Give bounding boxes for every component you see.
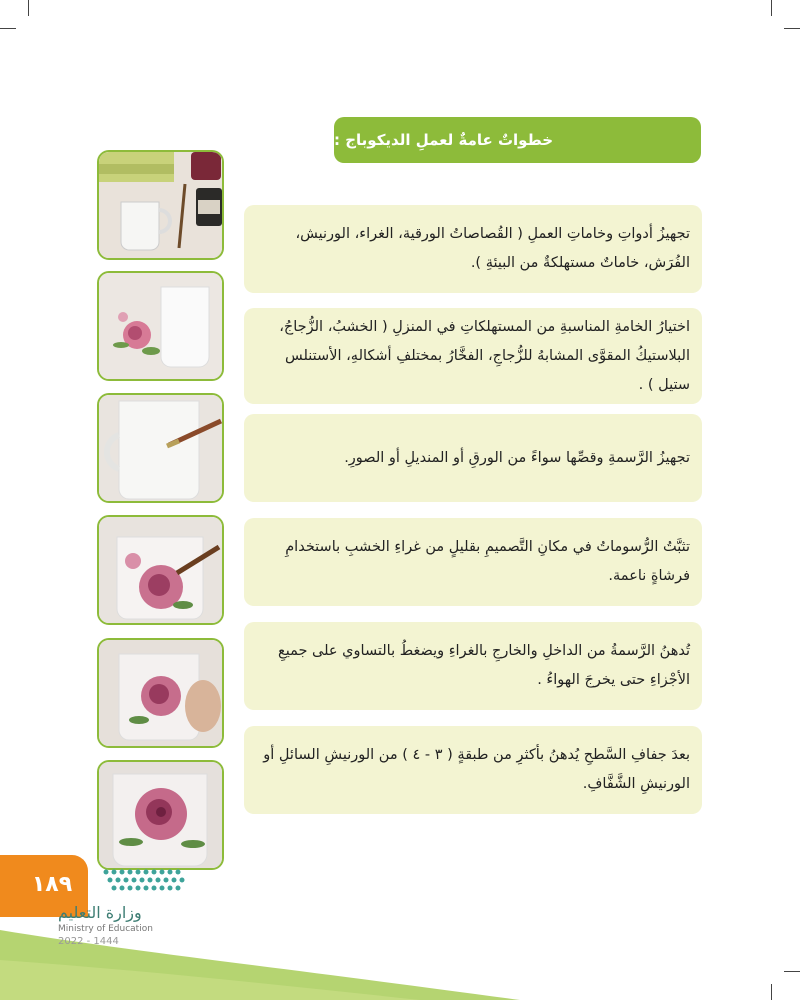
step-2 <box>244 308 702 404</box>
step-1 <box>244 205 702 293</box>
step-text: تثبَّتُ الرُّسوماتُ في مكانِ التَّصميمِ بقليلٍ من غراءِ الخشبِ باستخدامِ فرشاةٍ ناعمة. <box>285 539 690 584</box>
crop-mark <box>771 984 772 1000</box>
step-text: تجهيزُ أدواتِ وخاماتِ العملِ ( القُصاصاتُ الورقية، الغراء، الورنيش، الفُرَش، خاماتٌ مستهلكةٌ من البيئةِ ). <box>295 226 690 271</box>
step-text: تجهيزُ الرَّسمةِ وقصِّها سواءً من الورقِ أو المنديلِ أو الصورِ. <box>344 449 690 466</box>
step-6 <box>244 726 702 814</box>
mug-rose-photo-1 <box>97 271 224 381</box>
edition-year: 2022 - 1444 <box>58 936 119 947</box>
crop-mark <box>771 0 772 16</box>
step-text: بعدَ جفافِ السَّطحِ يُدهنُ بأكثرِ من طبقةٍ ( ٣ - ٤ ) من الورنيشِ السائلِ أو الورنيشِ الشَّفَّافِ. <box>263 747 690 792</box>
mug-rose-photo-2 <box>97 515 224 625</box>
step-5 <box>244 622 702 710</box>
crop-mark <box>784 971 800 972</box>
step-text: اختيارُ الخامةِ المناسبةِ من المستهلكاتِ في المنزلِ ( الخشبُ، الزُّجاجُ، البلاستيكُ المقوَّى المشابهُ للزُّجاجِ، الفخَّارُ بمختلفِ أشكالهِ، الأستنلس ستيل ) . <box>279 318 690 393</box>
ministry-name-english: Ministry of Education <box>58 924 153 934</box>
step-text: تُدهنُ الرَّسمةُ من الداخلِ والخارجِ بالغراءِ ويضغطُ بالتساوي على جميعِ الأجْزاءِ حتى يخرجَ الهواءُ . <box>277 643 690 688</box>
crop-mark <box>0 28 16 29</box>
ministry-name-arabic: وزارة التعليم <box>58 903 142 922</box>
crop-mark <box>784 28 800 29</box>
mug-rose-photo-3 <box>97 638 224 748</box>
step-3 <box>244 414 702 502</box>
page-number: ١٨٩ <box>31 872 73 897</box>
section-title: خطواتٌ عامةٌ لعملِ الديكوباج : <box>334 117 701 163</box>
crop-mark <box>28 0 29 16</box>
mug-rose-photo-4 <box>97 760 224 870</box>
tools-photo <box>97 150 224 260</box>
step-4 <box>244 518 702 606</box>
ministry-logo-icon <box>100 866 192 896</box>
mug-brush-photo <box>97 393 224 503</box>
